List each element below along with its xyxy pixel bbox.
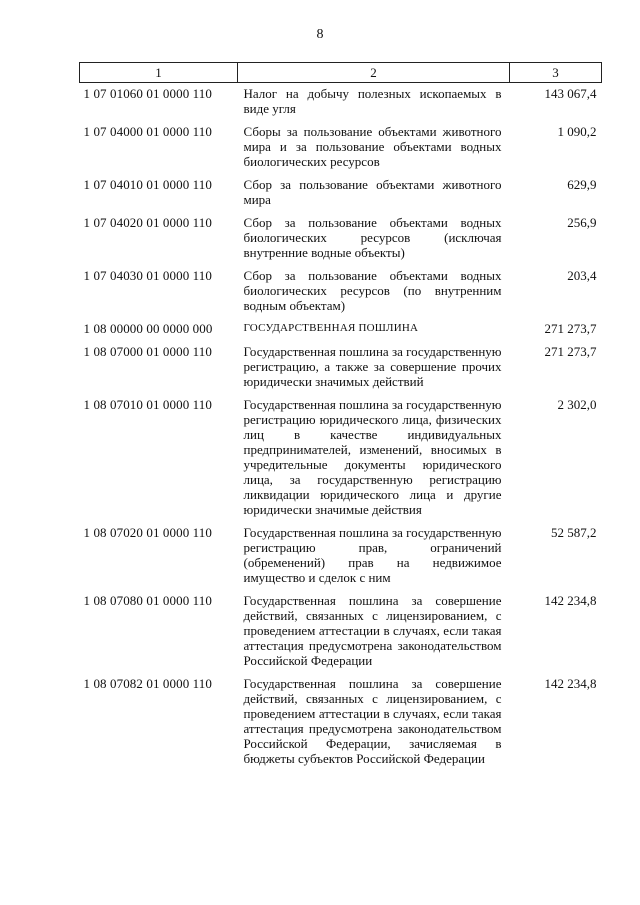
row-code: 1 07 01060 01 0000 110 xyxy=(83,86,212,101)
table-row xyxy=(80,265,602,318)
budget-table xyxy=(79,62,602,771)
row-description: Государственная пошлина за государственную регистрацию прав, ограничений (обременений) прав на недвижимое имущество и сделок с ним xyxy=(243,525,502,585)
header-row xyxy=(80,63,602,83)
row-code: 1 07 04000 01 0000 110 xyxy=(83,124,212,139)
table-row xyxy=(80,212,602,265)
row-code: 1 08 07010 01 0000 110 xyxy=(83,397,212,412)
row-description: Сбор за пользование объектами водных биологических ресурсов (исключая внутренние водные объекты) xyxy=(243,215,502,260)
row-code: 1 07 04030 01 0000 110 xyxy=(83,268,212,283)
row-amount: 629,9 xyxy=(567,177,597,192)
table-body xyxy=(80,83,602,772)
row-description: Сбор за пользование объектами животного мира xyxy=(243,177,502,207)
row-code: 1 08 07080 01 0000 110 xyxy=(83,593,212,608)
row-amount: 142 234,8 xyxy=(544,593,597,608)
row-code: 1 08 00000 00 0000 000 xyxy=(83,321,213,336)
row-description: Налог на добычу полезных ископаемых в виде угля xyxy=(243,86,502,116)
row-amount: 143 067,4 xyxy=(544,86,597,101)
row-code: 1 08 07000 01 0000 110 xyxy=(83,344,212,359)
column-header-amount: 3 xyxy=(510,63,602,83)
row-description: Сборы за пользование объектами животного мира и за пользование объектами водных биологических ресурсов xyxy=(243,124,502,169)
table-row xyxy=(80,590,602,673)
row-amount: 271 273,7 xyxy=(544,321,597,336)
row-description: ГОСУДАРСТВЕННАЯ ПОШЛИНА xyxy=(243,322,419,334)
column-header-code: 1 xyxy=(80,63,238,83)
row-amount: 142 234,8 xyxy=(544,676,597,691)
row-description: Сбор за пользование объектами водных биологических ресурсов (по внутренним водным объектам) xyxy=(243,268,502,313)
row-description: Государственная пошлина за совершение действий, связанных с лицензированием, с проведением аттестации в случаях, если такая аттестация предусмотрена законодательством Российской Федерации, зачисляемая в бюджеты субъектов Российской Федерации xyxy=(243,676,502,766)
row-code: 1 08 07020 01 0000 110 xyxy=(83,525,212,540)
row-description: Государственная пошлина за государственную регистрацию юридического лица, физических лиц в качестве индивидуальных предпринимателей, изменений, вносимых в учредительные документы юридического лица, за государственную регистрацию ликвидации юридического лица и другие юридически значимые действия xyxy=(243,397,502,517)
row-amount: 256,9 xyxy=(567,215,597,230)
row-amount: 1 090,2 xyxy=(557,124,597,139)
row-amount: 2 302,0 xyxy=(557,397,597,412)
table-row xyxy=(80,318,602,341)
row-code: 1 07 04020 01 0000 110 xyxy=(83,215,212,230)
row-amount: 203,4 xyxy=(567,268,597,283)
table-row xyxy=(80,673,602,771)
row-description: Государственная пошлина за государственную регистрацию, а также за совершение прочих юридически значимых действий xyxy=(243,344,502,389)
row-amount: 271 273,7 xyxy=(544,344,597,359)
table-row xyxy=(80,121,602,174)
table-row xyxy=(80,83,602,122)
table-row xyxy=(80,522,602,590)
table-row xyxy=(80,341,602,394)
row-description: Государственная пошлина за совершение действий, связанных с лицензированием, с проведением аттестации в случаях, если такая аттестация предусмотрена законодательством Российской Федерации xyxy=(243,593,502,668)
row-code: 1 08 07082 01 0000 110 xyxy=(83,676,212,691)
row-code: 1 07 04010 01 0000 110 xyxy=(83,177,212,192)
column-header-description: 2 xyxy=(238,63,510,83)
row-amount: 52 587,2 xyxy=(551,525,597,540)
table-header xyxy=(80,63,602,83)
page-number: 8 xyxy=(316,27,324,42)
table-row xyxy=(80,394,602,522)
table-row xyxy=(80,174,602,212)
